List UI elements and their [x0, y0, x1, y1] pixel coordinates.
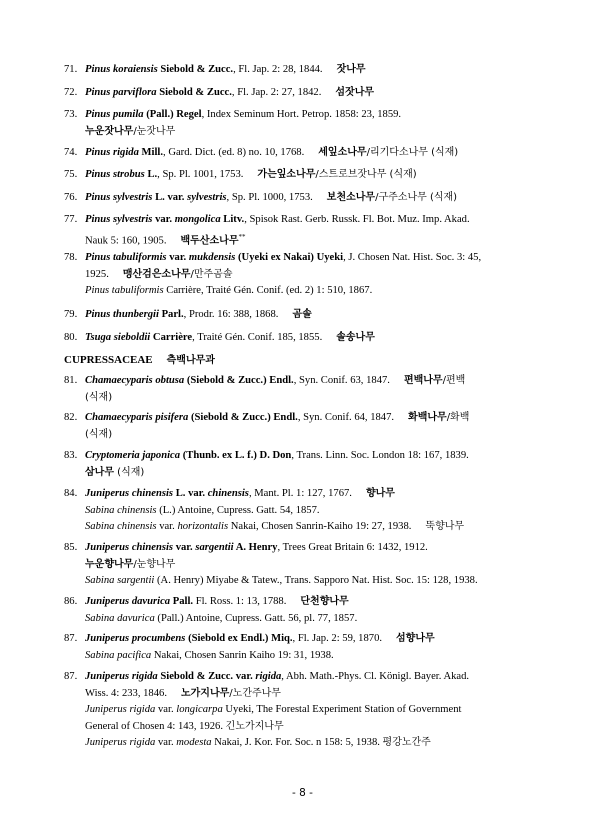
genus: Pinus — [85, 109, 111, 120]
family-korean: 측백나무과 — [166, 355, 215, 366]
epithet: parviflora — [112, 87, 157, 98]
family-latin: CUPRESSACEAE — [64, 354, 153, 366]
author: (Uyeki ex Nakai) Uyeki — [238, 252, 344, 263]
author: Mill. — [141, 147, 164, 158]
species-entry: 77. Pinus sylvestris var. mongolica Litv., Spisok Rast. Gerb. Russk. Fl. Bot. Muz. Imp. Akad. Nauk 5: 160, 1905. 백두산소나무** — [64, 214, 470, 247]
epithet: rigida — [112, 147, 139, 158]
entry-number: 80. — [64, 332, 78, 343]
citation: Sp. Pl. 1000, 1753. — [231, 192, 313, 203]
species-entry: 79. Pinus thunbergii Parl., Prodr. 16: 388, 1868. 곰솔 — [64, 307, 534, 324]
genus: Pinus — [85, 214, 111, 225]
epithet: obtusa — [155, 375, 185, 386]
species-entry: 82. Chamaecyparis pisifera (Siebold & Zucc.) Endl., Syn. Conif. 64, 1847. 화백나무/화백 (식재) — [64, 410, 534, 443]
synonym: Pinus tabuliformis Carrière, Traité Gén. Conif. (ed. 2) 1: 510, 1867. — [85, 285, 373, 296]
korean-name: 편백나무 — [403, 375, 443, 386]
epithet: chinensis — [131, 488, 174, 499]
author: A. Henry — [235, 542, 278, 553]
korean-name-alt: /리기다소나무 (식재) — [366, 147, 459, 158]
entry-number: 75. — [64, 169, 78, 180]
entry-number: 86. — [64, 596, 78, 607]
var-epithet: sylvestris — [187, 192, 227, 203]
rank: var. — [169, 252, 187, 263]
author: (Thunb. ex L. f.) D. Don — [182, 450, 292, 461]
korean-name-alt: /화백 — [446, 412, 470, 423]
synonym-korean: 뚝향나무 — [425, 521, 465, 532]
korean-name: 향나무 — [365, 488, 395, 499]
genus: Pinus — [85, 64, 111, 75]
genus: Pinus — [85, 169, 111, 180]
korean-name-alt: /눈향나무 — [133, 558, 176, 570]
korean-name: 백두산소나무 — [180, 235, 239, 247]
author: (Siebold ex Endl.) Miq. — [188, 633, 293, 644]
genus: Cryptomeria — [85, 450, 140, 461]
korean-name: 섬향나무 — [396, 633, 435, 644]
planted-note: (식재) — [85, 428, 113, 440]
entry-number: 73. — [64, 109, 78, 120]
citation: Sp. Pl. 1001, 1753. — [162, 169, 244, 180]
citation: Prodr. 16: 388, 1868. — [188, 309, 279, 320]
entry-number: 87. — [64, 633, 78, 644]
entry-number: 77. — [64, 214, 78, 225]
korean-name-alt: (식재) — [113, 466, 145, 478]
rank: var. — [155, 214, 173, 225]
korean-name: 보천소나무 — [326, 192, 376, 203]
korean-name-alt: /노간주나무 — [229, 687, 281, 699]
author: Carrière — [152, 332, 193, 343]
korean-name: 누운향나무 — [85, 558, 134, 570]
korean-name: 맹산검은소나무 — [122, 268, 191, 280]
entry-number: 81. — [64, 375, 78, 386]
epithet: davurica — [131, 596, 171, 607]
korean-name: 누운잣나무 — [85, 125, 134, 137]
entry-number: 84. — [64, 488, 78, 499]
genus: Tsuga — [85, 332, 112, 343]
entry-number: 82. — [64, 412, 78, 423]
genus: Juniperus — [85, 671, 130, 682]
author: L. — [175, 488, 186, 499]
author: (Siebold & Zucc.) Endl. — [186, 375, 294, 386]
genus: Juniperus — [85, 542, 130, 553]
citation: J. Chosen Nat. Hist. Soc. 3: 45, — [348, 252, 482, 263]
epithet: tabuliformis — [112, 252, 167, 263]
korean-name-alt: /눈잣나무 — [133, 125, 176, 137]
epithet: koraiensis — [112, 64, 158, 75]
synonym: Juniperus rigida var. longicarpa Uyeki, The Forestal Experiment Station of Government — [85, 704, 462, 715]
author: Siebold & Zucc. — [159, 87, 232, 98]
author: L. — [147, 169, 158, 180]
author: Parl. — [161, 309, 184, 320]
rank: var. — [167, 192, 185, 203]
genus: Pinus — [85, 309, 111, 320]
synonym: Sabina davurica (Pall.) Antoine, Cupress. Gatt. 56, pl. 77, 1857. — [85, 612, 358, 624]
synonym: Sabina sargentii (A. Henry) Miyabe & Tatew., Trans. Sapporo Nat. Hist. Soc. 15: 128, 1938. — [85, 575, 478, 586]
epithet: chinensis — [131, 542, 174, 553]
citation: Traité Gén. Conif. 185, 1855. — [197, 332, 323, 343]
synonym: Sabina pacifica Nakai, Chosen Sanrin Kaiho 19: 31, 1938. — [85, 649, 334, 661]
citation: Fl. Jap. 2: 28, 1844. — [238, 64, 323, 75]
korean-name: 단천향나무 — [300, 596, 349, 607]
korean-name-alt: /스트로브잣나무 (식재) — [315, 169, 417, 180]
author: Pall. — [172, 596, 194, 607]
species-entry: 81. Chamaecyparis obtusa (Siebold & Zucc.) Endl., Syn. Conif. 63, 1847. 편백나무/편백 (식재) — [64, 373, 534, 406]
citation: Spisok Rast. Gerb. Russk. Fl. Bot. Muz. Imp. Akad. — [249, 214, 470, 225]
genus: Pinus — [85, 252, 111, 263]
entry-number: 72. — [64, 87, 78, 98]
species-entry: 87. Juniperus rigida Siebold & Zucc. var. rigida, Abh. Math.-Phys. Cl. Königl. Bayer. Akad. Wiss. 4: 233, 1846. 노가지나무/노간주나무 Juniperus rigida var. longicarpa Uyeki, The Forestal Experiment Station of Government General of Chosen 4: 143, 1926. 긴노가지나무 Juniperus rigida var. modesta Nakai, J. Kor. For. Soc. n 158: 5, 1938. 평강노간주 — [64, 669, 534, 752]
species-entry: 87. Juniperus procumbens (Siebold ex Endl.) Miq., Fl. Jap. 2: 59, 1870. 섬향나무 Sabina pacifica Nakai, Chosen Sanrin Kaiho 19: 31, 1938. — [64, 631, 534, 664]
synonym-korean: 긴노가지나무 — [225, 720, 284, 732]
species-entry: 78. Pinus tabuliformis var. mukdensis (Uyeki ex Nakai) Uyeki, J. Chosen Nat. Hist. Soc. 3: 45, 1925. 맹산검은소나무/만주곰솔 Pinus tabuliformis Carrière, Traité Gén. Conif. (ed. 2) 1: 510, 1867. — [64, 250, 534, 300]
genus: Pinus — [85, 147, 111, 158]
species-entry — [64, 594, 534, 627]
rank: var. — [175, 542, 193, 553]
entry-number: 85. — [64, 542, 78, 553]
korean-name: 잣나무 — [336, 64, 366, 75]
citation: Syn. Conif. 63, 1847. — [299, 375, 390, 386]
korean-name: 삼나무 — [85, 466, 114, 478]
entry-number: 83. — [64, 450, 78, 461]
citation: Syn. Conif. 64, 1847. — [303, 412, 395, 423]
var-epithet: mongolica — [174, 214, 221, 225]
var-epithet: mukdensis — [188, 252, 236, 263]
page-number: - 8 - — [292, 787, 313, 799]
author: Litv. — [223, 214, 245, 225]
species-entry: 73. Pinus pumila (Pall.) Regel, Index Seminum Hort. Petrop. 1858: 23, 1859. 누운잣나무/눈잣나무 — [64, 109, 402, 137]
rank: var. — [188, 488, 206, 499]
citation: Abh. Math.-Phys. Cl. Königl. Bayer. Akad. — [286, 671, 470, 682]
korean-name: 세잎소나무 — [318, 147, 367, 158]
species-entry: 83. Cryptomeria japonica (Thunb. ex L. f.) D. Don, Trans. Linn. Soc. London 18: 167, 1839. 삼나무 (식재) — [64, 450, 469, 478]
synonym: Sabina chinensis (L.) Antoine, Cupress. Gatt. 54, 1857. — [85, 504, 320, 516]
genus: Juniperus — [85, 596, 130, 607]
citation: Mant. Pl. 1: 127, 1767. — [254, 488, 352, 499]
entry-number: 74. — [64, 147, 78, 158]
citation: Fl. Jap. 2: 27, 1842. — [237, 87, 322, 98]
korean-name: 노가지나무 — [180, 687, 230, 699]
epithet: strobus — [112, 169, 145, 180]
author: Siebold & Zucc. — [160, 671, 234, 682]
citation: Trans. Linn. Soc. London 18: 167, 1839. — [296, 450, 469, 461]
genus: Pinus — [85, 87, 111, 98]
genus: Juniperus — [85, 633, 130, 644]
species-entry: 84. Juniperus chinensis L. var. chinensis, Mant. Pl. 1: 127, 1767. 향나무 Sabina chinensis (L.) Antoine, Cupress. Gatt. 54, 1857. Sabina chinensis var. horizontalis Nakai, Chosen Sanrin-Kaiho 19: 27, 1938. 뚝향나무 — [64, 486, 534, 536]
citation-cont: Nauk 5: 160, 1905. — [85, 235, 167, 247]
citation: Index Seminum Hort. Petrop. 1858: 23, 1859. — [206, 109, 402, 120]
synonym-cont: General of Chosen 4: 143, 1926. 긴노가지나무 — [85, 720, 284, 732]
citation: Gard. Dict. (ed. 8) no. 10, 1768. — [168, 147, 305, 158]
genus: Chamaecyparis — [85, 375, 153, 386]
korean-name-alt: /구주소나무 (식재) — [375, 192, 458, 203]
genus: Juniperus — [85, 488, 130, 499]
citation: Fl. Jap. 2: 59, 1870. — [297, 633, 383, 644]
genus: Chamaecyparis — [85, 412, 153, 423]
citation: Trees Great Britain 6: 1432, 1912. — [282, 542, 428, 553]
var-epithet: chinensis — [207, 488, 249, 499]
korean-name: 솔송나무 — [336, 332, 375, 343]
species-entry: 76. Pinus sylvestris L. var. sylvestris, Sp. Pl. 1000, 1753. 보천소나무/구주소나무 (식재) — [64, 190, 534, 207]
species-entry: 71. Pinus koraiensis Siebold & Zucc., Fl. Jap. 2: 28, 1844. 잣나무 — [64, 62, 534, 79]
footnote-mark: ** — [238, 232, 246, 241]
synonym-korean: 평강노간주 — [382, 737, 431, 748]
korean-name-alt: /만주곰솔 — [190, 268, 233, 280]
author: (Siebold & Zucc.) Endl. — [190, 412, 298, 423]
planted-note: (식재) — [85, 391, 113, 403]
korean-name-alt: /편백 — [442, 375, 466, 386]
entry-number: 76. — [64, 192, 78, 203]
epithet: procumbens — [131, 633, 186, 644]
species-entry: 72. Pinus parviflora Siebold & Zucc., Fl. Jap. 2: 27, 1842. 섬잣나무 — [64, 85, 534, 102]
epithet: rigida — [131, 671, 158, 682]
genus: Pinus — [85, 192, 111, 203]
family-heading — [64, 351, 215, 366]
korean-name: 화백나무 — [408, 412, 447, 423]
author: L. — [155, 192, 165, 203]
citation-cont: Wiss. 4: 233, 1846. — [85, 687, 167, 699]
var-epithet: rigida — [255, 671, 282, 682]
entry-number: 78. — [64, 252, 78, 263]
epithet: pisifera — [155, 412, 189, 423]
rank: var. — [235, 671, 253, 682]
species-entry: 75. Pinus strobus L., Sp. Pl. 1001, 1753. 가는잎소나무/스트로브잣나무 (식재) — [64, 167, 534, 184]
epithet: thunbergii — [112, 309, 159, 320]
korean-name: 섬잣나무 — [335, 87, 375, 98]
species-entry: 85. Juniperus chinensis var. sargentii A. Henry, Trees Great Britain 6: 1432, 1912. 누운향나무/눈향나무 Sabina sargentii (A. Henry) Miyabe & Tatew., Trans. Sapporo Nat. Hist. Soc. 15: 128, 1938. — [64, 540, 534, 590]
species-entry: 80. Tsuga sieboldii Carrière, Traité Gén. Conif. 185, 1855. 솔송나무 — [64, 330, 534, 347]
epithet: japonica — [142, 450, 181, 461]
species-entry: 74. Pinus rigida Mill., Gard. Dict. (ed. 8) no. 10, 1768. 세잎소나무/리기다소나무 (식재) — [64, 145, 534, 162]
epithet: pumila — [112, 109, 144, 120]
citation-cont: 1925. — [85, 268, 109, 280]
korean-name: 가는잎소나무 — [257, 169, 316, 180]
synonym: Sabina chinensis var. horizontalis Nakai, Chosen Sanrin-Kaiho 19: 27, 1938. 뚝향나무 — [85, 521, 465, 532]
epithet: sieboldii — [113, 332, 151, 343]
entry-number: 79. — [64, 309, 78, 320]
entry-number: 87. — [64, 671, 78, 682]
entry-number: 71. — [64, 64, 78, 75]
epithet: sylvestris — [112, 192, 153, 203]
var-epithet: sargentii — [195, 542, 234, 553]
synonym: Juniperus rigida var. modesta Nakai, J. Kor. For. Soc. n 158: 5, 1938. 평강노간주 — [85, 737, 431, 748]
author: (Pall.) Regel — [146, 109, 202, 120]
korean-name: 곰솔 — [292, 309, 312, 320]
citation: Fl. Ross. 1: 13, 1788. — [195, 596, 287, 607]
epithet: sylvestris — [112, 214, 153, 225]
author: Siebold & Zucc. — [160, 64, 234, 75]
